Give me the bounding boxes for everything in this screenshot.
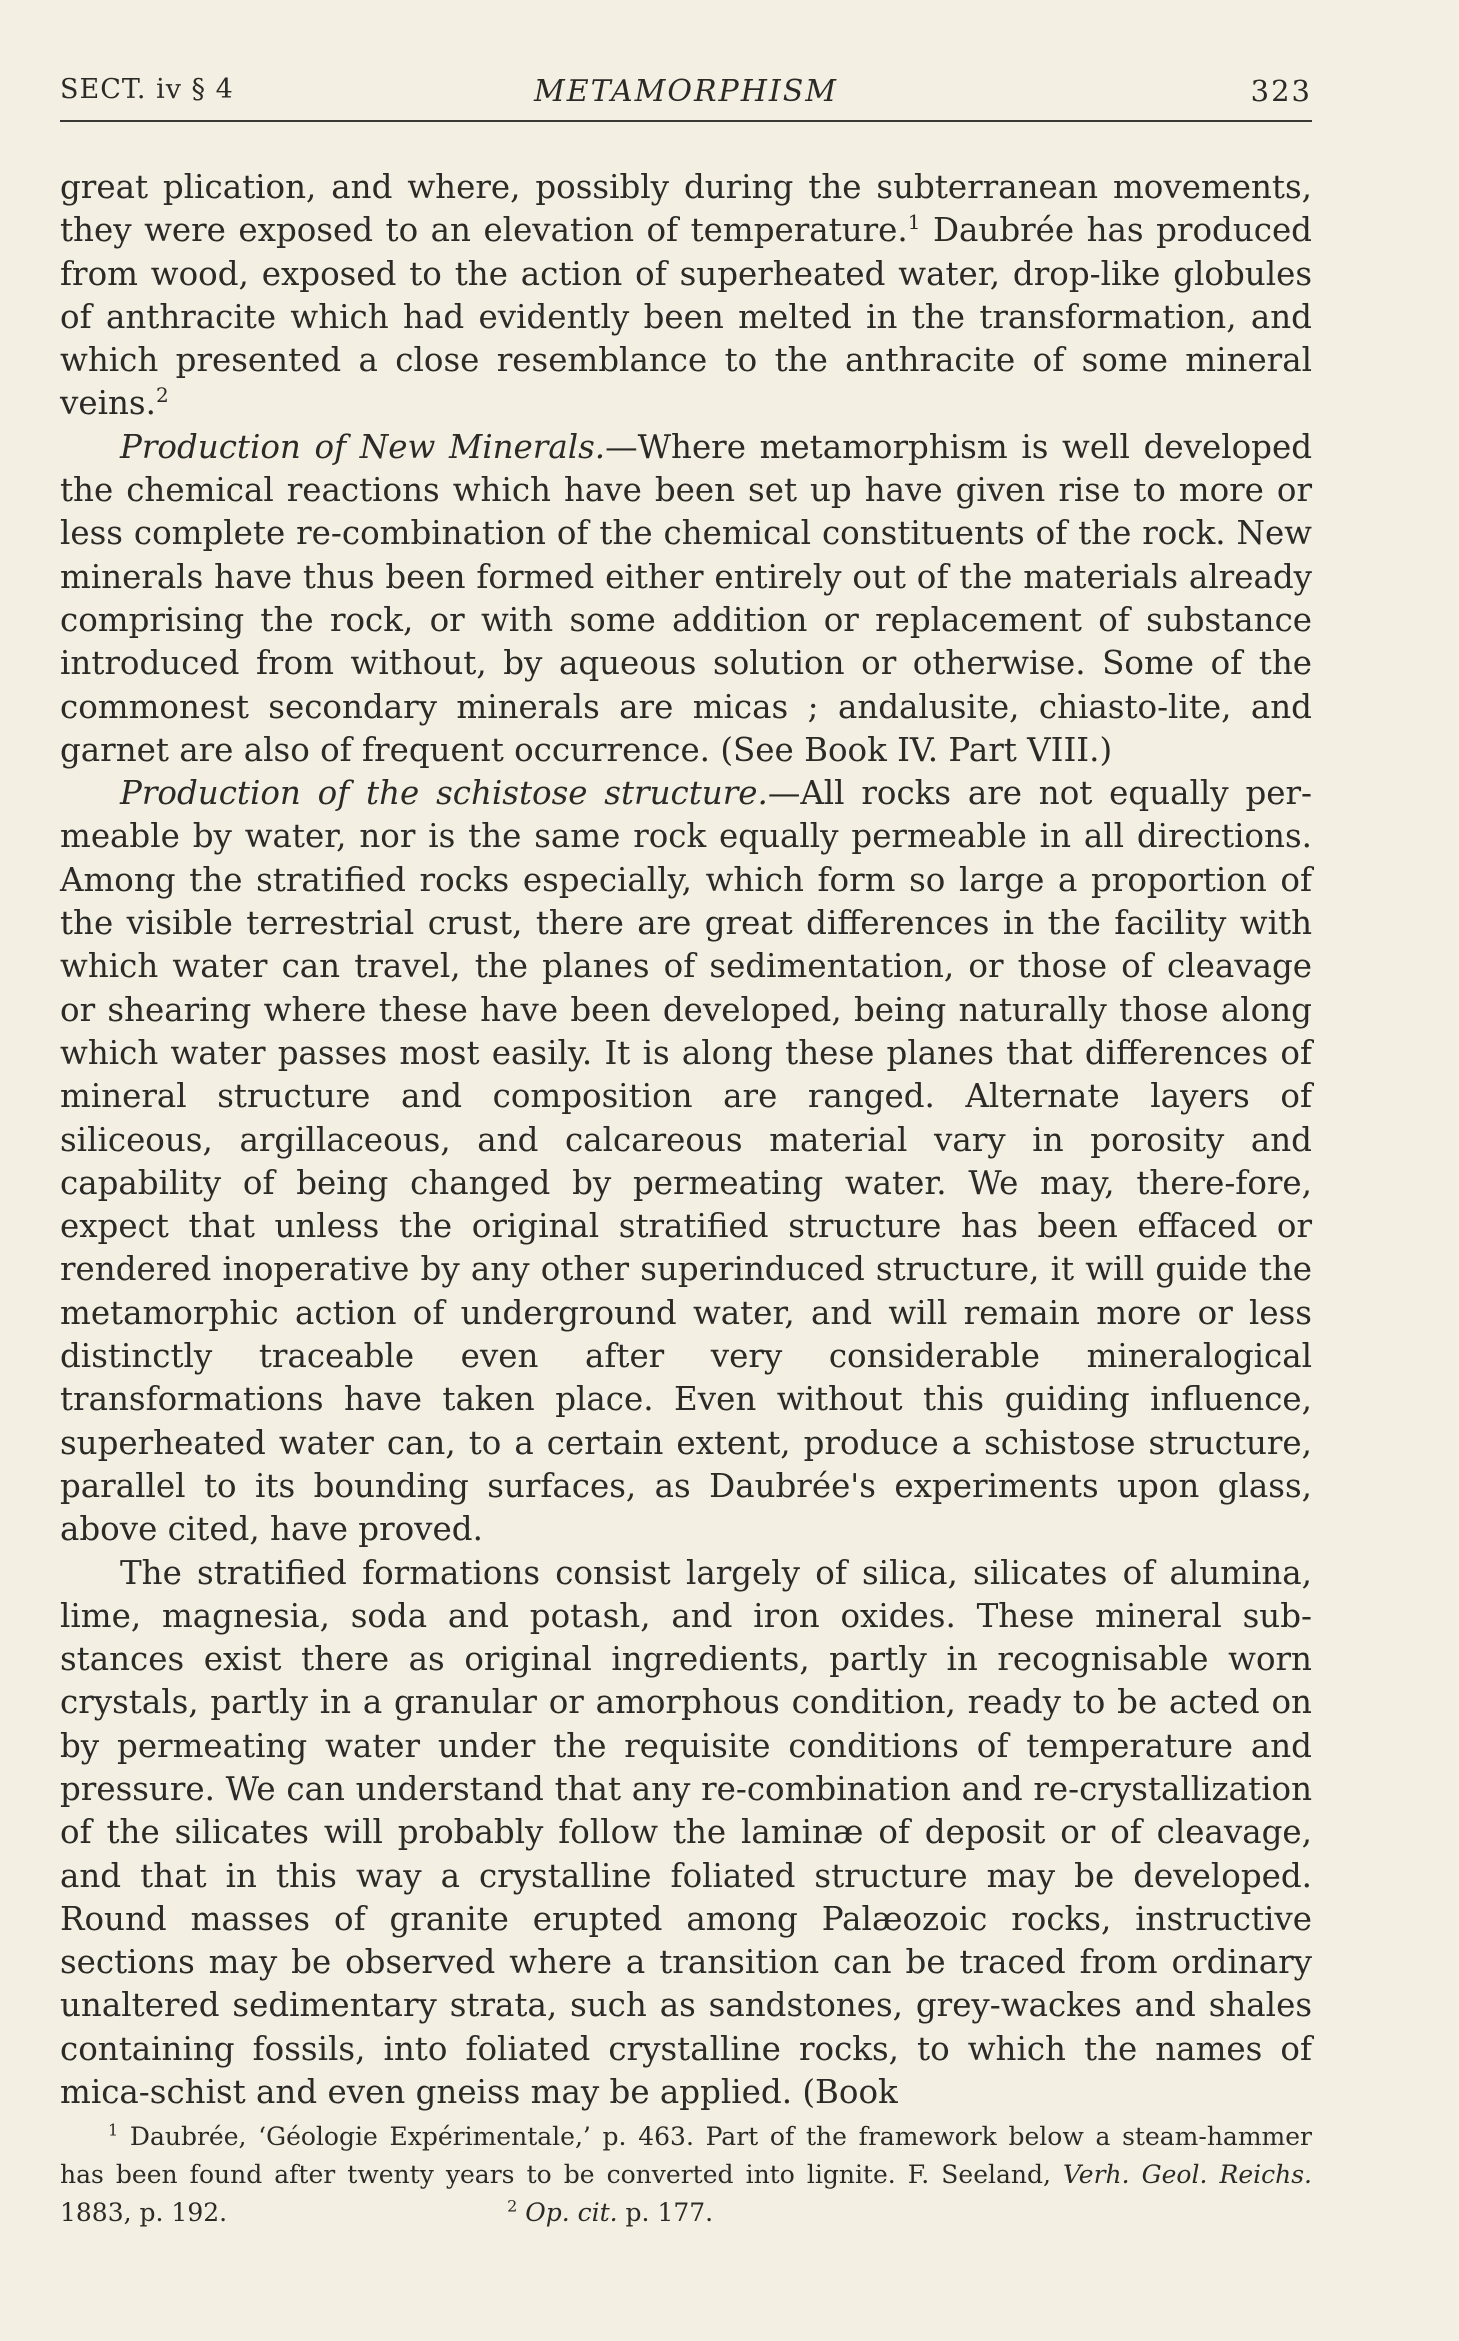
footnote-1-text: Daubrée, ‘Géologie Expérimentale,’ p. 463. Part of the framework below a steam-hammer has been found after twenty years to be converted into lignite. F. Seeland, — [60, 2122, 1312, 2189]
chapter-title: METAMORPHISM — [533, 74, 839, 109]
paragraph-2-text: —Where metamorphism is well developed the chemical reactions which have been set up have given rise to more or less complete re-combination of the chemical constituents of the rock. New minerals have thus been formed either entirely out of the materials already comprising the rock, or with some addition or replacement of substance introduced from without, by aqueous solution or otherwise. Some of the commonest secondary minerals are micas ; andalusite, chiasto-lite, and garnet are also of frequent occurrence. (See Book IV. Part VIII.) — [60, 427, 1313, 769]
paragraph-3-text: —All rocks are not equally per-meable by water, nor is the same rock equally permeable in all directions. Among the stratified rocks especially, which form so large a proportion of the visible terrestrial crust, there are great differences in the facility with which water can travel, the planes of sedimentation, or those of cleavage or shearing where these have been developed, being naturally those along which water passes most easily. It is along these planes that differences of mineral structure and composition are ranged. Alternate layers of siliceous, argillaceous, and calcareous material vary in porosity and capability of being changed by permeating water. We may, there-fore, expect that unless the original stratified structure has been effaced or rendered inoperative by any other superinduced structure, it will guide the metamorphic action of underground water, and will remain more or less distinctly traceable even after very considerable mineralogical transformations have taken place. Even without this guiding influence, superheated water can, to a certain extent, produce a schistose structure, parallel to its bounding surfaces, as Daubrée's experiments upon glass, above cited, have proved. — [60, 774, 1312, 1549]
section-heading-schistose: Production of the schistose structure. — [120, 774, 768, 813]
paragraph-3 — [60, 772, 1312, 1551]
page-number: 323 — [1250, 74, 1312, 108]
footnotes — [60, 2118, 1312, 2232]
body-text — [60, 166, 1312, 2114]
footnote-2-end: p. 177. — [617, 2198, 714, 2227]
footnote-1-journal: Verh. Geol. Reichs. — [1063, 2160, 1312, 2189]
paragraph-4-text: The stratified formations consist largely of silica, silicates of alumina, lime, magnesia, soda and potash, and iron oxides. These mineral sub-stances exist there as original ingredients, partly in recognisable worn crystals, partly in a granular or amorphous condition, ready to be acted on by permeating water under the requisite conditions of temperature and pressure. We can understand that any re-combination and re-crystallization of the silicates will probably follow the laminæ of deposit or of cleavage, and that in this way a crystalline foliated structure may be developed. Round masses of granite erupted among Palæozoic rocks, instructive sections may be observed where a transition can be traced from ordinary unaltered sedimentary strata, such as sandstones, grey-wackes and shales containing fossils, into foliated crystalline rocks, to which the names of mica-schist and even gneiss may be applied. (Book — [60, 1553, 1312, 2112]
footnote-2-text: Op. cit. — [517, 2198, 618, 2227]
footnote-ref-1: 1 — [907, 210, 921, 235]
paragraph-1-text: great plication, and where, possibly during the subterranean movements, they were exposed to an elevation of temperature. — [60, 168, 1312, 250]
section-heading-new-minerals: Production of New Minerals. — [120, 427, 606, 466]
running-head — [60, 74, 1312, 122]
footnote-2 — [507, 2198, 713, 2227]
footnote-2-mark: 2 — [507, 2196, 518, 2216]
paragraph-4 — [60, 1552, 1312, 2115]
paragraph-2 — [60, 426, 1312, 772]
footnote-1 — [60, 2118, 1312, 2232]
paragraph-1-text-cont: Daubrée has produced from wood, exposed to the action of superheated water, drop-like globules of anthracite which had evidently been melted in the transformation, and which presented a close resemblance to the anthracite of some mineral veins. — [60, 211, 1312, 423]
paragraph-1 — [60, 166, 1312, 426]
section-label: SECT. iv § 4 — [60, 74, 234, 105]
footnote-1-end: 1883, p. 192. — [60, 2198, 228, 2227]
footnote-ref-2: 2 — [155, 383, 169, 408]
footnote-1-mark: 1 — [108, 2120, 119, 2140]
